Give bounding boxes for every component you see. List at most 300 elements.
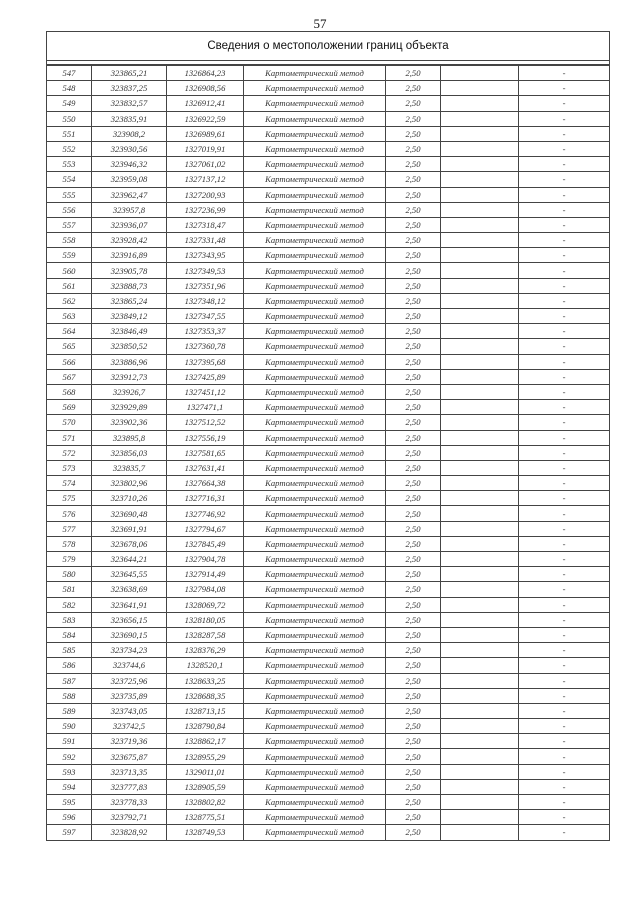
y-coordinate-cell: 1327395,68 [167, 354, 244, 369]
description-cell [441, 369, 519, 384]
precision-cell: 2,50 [386, 157, 441, 172]
note-cell: - [519, 415, 610, 430]
method-cell: Картометрический метод [244, 141, 386, 156]
precision-cell: 2,50 [386, 202, 441, 217]
x-coordinate-cell: 323865,21 [92, 66, 167, 81]
x-coordinate-cell: 323713,35 [92, 764, 167, 779]
x-coordinate-cell: 323743,05 [92, 703, 167, 718]
y-coordinate-cell: 1326864,23 [167, 66, 244, 81]
y-coordinate-cell: 1326989,61 [167, 126, 244, 141]
table-row [47, 764, 609, 779]
note-cell: - [519, 157, 610, 172]
description-cell [441, 233, 519, 248]
precision-cell: 2,50 [386, 719, 441, 734]
note-cell: - [519, 263, 610, 278]
note-cell: - [519, 202, 610, 217]
description-cell [441, 66, 519, 81]
point-number-cell: 584 [47, 627, 92, 642]
point-number-cell: 558 [47, 233, 92, 248]
table-row [47, 157, 609, 172]
y-coordinate-cell: 1328069,72 [167, 597, 244, 612]
method-cell: Картометрический метод [244, 187, 386, 202]
boundary-table-sheet [46, 31, 610, 841]
point-number-cell: 580 [47, 567, 92, 582]
precision-cell: 2,50 [386, 491, 441, 506]
coordinates-table [47, 65, 609, 841]
x-coordinate-cell: 323835,7 [92, 460, 167, 475]
point-number-cell: 591 [47, 734, 92, 749]
x-coordinate-cell: 323835,91 [92, 111, 167, 126]
x-coordinate-cell: 323725,96 [92, 673, 167, 688]
table-row [47, 430, 609, 445]
note-cell: - [519, 460, 610, 475]
table-row [47, 552, 609, 567]
point-number-cell: 581 [47, 582, 92, 597]
x-coordinate-cell: 323905,78 [92, 263, 167, 278]
y-coordinate-cell: 1327984,08 [167, 582, 244, 597]
precision-cell: 2,50 [386, 658, 441, 673]
note-cell: - [519, 111, 610, 126]
method-cell: Картометрический метод [244, 688, 386, 703]
description-cell [441, 263, 519, 278]
note-cell: - [519, 536, 610, 551]
table-row [47, 309, 609, 324]
precision-cell: 2,50 [386, 111, 441, 126]
description-cell [441, 445, 519, 460]
table-row [47, 172, 609, 187]
note-cell: - [519, 627, 610, 642]
table-row [47, 445, 609, 460]
coordinates-table-body [47, 66, 609, 841]
table-row [47, 491, 609, 506]
note-cell: - [519, 764, 610, 779]
x-coordinate-cell: 323895,8 [92, 430, 167, 445]
y-coordinate-cell: 1328802,82 [167, 795, 244, 810]
note-cell: - [519, 612, 610, 627]
table-row [47, 202, 609, 217]
y-coordinate-cell: 1327845,49 [167, 536, 244, 551]
method-cell: Картометрический метод [244, 369, 386, 384]
method-cell: Картометрический метод [244, 582, 386, 597]
point-number-cell: 583 [47, 612, 92, 627]
table-row [47, 734, 609, 749]
point-number-cell: 590 [47, 719, 92, 734]
point-number-cell: 585 [47, 643, 92, 658]
x-coordinate-cell: 323710,26 [92, 491, 167, 506]
point-number-cell: 593 [47, 764, 92, 779]
precision-cell: 2,50 [386, 309, 441, 324]
description-cell [441, 612, 519, 627]
y-coordinate-cell: 1327556,19 [167, 430, 244, 445]
precision-cell: 2,50 [386, 278, 441, 293]
point-number-cell: 576 [47, 506, 92, 521]
table-row [47, 217, 609, 232]
method-cell: Картометрический метод [244, 612, 386, 627]
table-row [47, 354, 609, 369]
table-row [47, 96, 609, 111]
table-row [47, 582, 609, 597]
precision-cell: 2,50 [386, 293, 441, 308]
x-coordinate-cell: 323742,5 [92, 719, 167, 734]
precision-cell: 2,50 [386, 400, 441, 415]
point-number-cell: 582 [47, 597, 92, 612]
method-cell: Картометрический метод [244, 521, 386, 536]
table-row [47, 825, 609, 840]
precision-cell: 2,50 [386, 476, 441, 491]
note-cell: - [519, 658, 610, 673]
table-row [47, 567, 609, 582]
point-number-cell: 574 [47, 476, 92, 491]
method-cell: Картометрический метод [244, 825, 386, 840]
x-coordinate-cell: 323959,08 [92, 172, 167, 187]
precision-cell: 2,50 [386, 384, 441, 399]
table-row [47, 324, 609, 339]
note-cell: - [519, 506, 610, 521]
description-cell [441, 96, 519, 111]
description-cell [441, 643, 519, 658]
precision-cell: 2,50 [386, 749, 441, 764]
description-cell [441, 764, 519, 779]
description-cell [441, 552, 519, 567]
y-coordinate-cell: 1328862,17 [167, 734, 244, 749]
point-number-cell: 555 [47, 187, 92, 202]
table-row [47, 749, 609, 764]
note-cell: - [519, 476, 610, 491]
description-cell [441, 278, 519, 293]
x-coordinate-cell: 323936,07 [92, 217, 167, 232]
method-cell: Картометрический метод [244, 66, 386, 81]
x-coordinate-cell: 323735,89 [92, 688, 167, 703]
note-cell: - [519, 400, 610, 415]
point-number-cell: 568 [47, 384, 92, 399]
y-coordinate-cell: 1327360,78 [167, 339, 244, 354]
y-coordinate-cell: 1327746,92 [167, 506, 244, 521]
note-cell: - [519, 688, 610, 703]
method-cell: Картометрический метод [244, 339, 386, 354]
note-cell: - [519, 369, 610, 384]
precision-cell: 2,50 [386, 263, 441, 278]
method-cell: Картометрический метод [244, 643, 386, 658]
note-cell: - [519, 126, 610, 141]
point-number-cell: 557 [47, 217, 92, 232]
precision-cell: 2,50 [386, 567, 441, 582]
description-cell [441, 476, 519, 491]
y-coordinate-cell: 1327200,93 [167, 187, 244, 202]
x-coordinate-cell: 323675,87 [92, 749, 167, 764]
note-cell: - [519, 354, 610, 369]
point-number-cell: 552 [47, 141, 92, 156]
precision-cell: 2,50 [386, 673, 441, 688]
method-cell: Картометрический метод [244, 202, 386, 217]
method-cell: Картометрический метод [244, 764, 386, 779]
x-coordinate-cell: 323777,83 [92, 779, 167, 794]
method-cell: Картометрический метод [244, 233, 386, 248]
method-cell: Картометрический метод [244, 627, 386, 642]
note-cell: - [519, 643, 610, 658]
method-cell: Картометрический метод [244, 703, 386, 718]
point-number-cell: 560 [47, 263, 92, 278]
x-coordinate-cell: 323734,23 [92, 643, 167, 658]
method-cell: Картометрический метод [244, 658, 386, 673]
point-number-cell: 553 [47, 157, 92, 172]
description-cell [441, 703, 519, 718]
x-coordinate-cell: 323930,56 [92, 141, 167, 156]
precision-cell: 2,50 [386, 354, 441, 369]
table-row [47, 384, 609, 399]
method-cell: Картометрический метод [244, 445, 386, 460]
y-coordinate-cell: 1327631,41 [167, 460, 244, 475]
y-coordinate-cell: 1327512,52 [167, 415, 244, 430]
y-coordinate-cell: 1327451,12 [167, 384, 244, 399]
y-coordinate-cell: 1327904,78 [167, 552, 244, 567]
x-coordinate-cell: 323656,15 [92, 612, 167, 627]
page-number: 57 [313, 16, 327, 31]
method-cell: Картометрический метод [244, 81, 386, 96]
method-cell: Картометрический метод [244, 779, 386, 794]
precision-cell: 2,50 [386, 445, 441, 460]
y-coordinate-cell: 1328287,58 [167, 627, 244, 642]
table-row [47, 248, 609, 263]
precision-cell: 2,50 [386, 81, 441, 96]
x-coordinate-cell: 323865,24 [92, 293, 167, 308]
precision-cell: 2,50 [386, 187, 441, 202]
note-cell: - [519, 779, 610, 794]
y-coordinate-cell: 1328749,53 [167, 825, 244, 840]
precision-cell: 2,50 [386, 552, 441, 567]
method-cell: Картометрический метод [244, 384, 386, 399]
note-cell: - [519, 825, 610, 840]
point-number-cell: 572 [47, 445, 92, 460]
method-cell: Картометрический метод [244, 476, 386, 491]
y-coordinate-cell: 1328790,84 [167, 719, 244, 734]
method-cell: Картометрический метод [244, 248, 386, 263]
point-number-cell: 578 [47, 536, 92, 551]
table-row [47, 658, 609, 673]
note-cell: - [519, 324, 610, 339]
precision-cell: 2,50 [386, 415, 441, 430]
y-coordinate-cell: 1327425,89 [167, 369, 244, 384]
description-cell [441, 460, 519, 475]
table-row [47, 263, 609, 278]
y-coordinate-cell: 1327236,99 [167, 202, 244, 217]
table-title: Сведения о местоположении границ объекта [47, 32, 609, 61]
note-cell: - [519, 217, 610, 232]
note-cell: - [519, 278, 610, 293]
precision-cell: 2,50 [386, 248, 441, 263]
table-row [47, 415, 609, 430]
x-coordinate-cell: 323792,71 [92, 810, 167, 825]
y-coordinate-cell: 1328633,25 [167, 673, 244, 688]
point-number-cell: 579 [47, 552, 92, 567]
precision-cell: 2,50 [386, 612, 441, 627]
x-coordinate-cell: 323846,49 [92, 324, 167, 339]
point-number-cell: 571 [47, 430, 92, 445]
description-cell [441, 187, 519, 202]
precision-cell: 2,50 [386, 779, 441, 794]
description-cell [441, 111, 519, 126]
note-cell: - [519, 673, 610, 688]
precision-cell: 2,50 [386, 795, 441, 810]
note-cell: - [519, 734, 610, 749]
table-row [47, 703, 609, 718]
note-cell: - [519, 582, 610, 597]
note-cell: - [519, 81, 610, 96]
precision-cell: 2,50 [386, 460, 441, 475]
method-cell: Картометрический метод [244, 309, 386, 324]
table-row [47, 278, 609, 293]
x-coordinate-cell: 323962,47 [92, 187, 167, 202]
note-cell: - [519, 749, 610, 764]
point-number-cell: 566 [47, 354, 92, 369]
precision-cell: 2,50 [386, 141, 441, 156]
x-coordinate-cell: 323691,91 [92, 521, 167, 536]
y-coordinate-cell: 1327331,48 [167, 233, 244, 248]
x-coordinate-cell: 323850,52 [92, 339, 167, 354]
method-cell: Картометрический метод [244, 217, 386, 232]
precision-cell: 2,50 [386, 126, 441, 141]
y-coordinate-cell: 1326922,59 [167, 111, 244, 126]
description-cell [441, 719, 519, 734]
point-number-cell: 567 [47, 369, 92, 384]
precision-cell: 2,50 [386, 66, 441, 81]
method-cell: Картометрический метод [244, 278, 386, 293]
description-cell [441, 597, 519, 612]
point-number-cell: 588 [47, 688, 92, 703]
x-coordinate-cell: 323908,2 [92, 126, 167, 141]
table-row [47, 673, 609, 688]
note-cell: - [519, 339, 610, 354]
method-cell: Картометрический метод [244, 126, 386, 141]
x-coordinate-cell: 323946,32 [92, 157, 167, 172]
note-cell: - [519, 141, 610, 156]
x-coordinate-cell: 323778,33 [92, 795, 167, 810]
note-cell: - [519, 445, 610, 460]
x-coordinate-cell: 323644,21 [92, 552, 167, 567]
precision-cell: 2,50 [386, 627, 441, 642]
method-cell: Картометрический метод [244, 157, 386, 172]
y-coordinate-cell: 1327347,55 [167, 309, 244, 324]
precision-cell: 2,50 [386, 734, 441, 749]
method-cell: Картометрический метод [244, 263, 386, 278]
y-coordinate-cell: 1327349,53 [167, 263, 244, 278]
precision-cell: 2,50 [386, 536, 441, 551]
note-cell: - [519, 810, 610, 825]
method-cell: Картометрический метод [244, 400, 386, 415]
y-coordinate-cell: 1327137,12 [167, 172, 244, 187]
note-cell: - [519, 187, 610, 202]
precision-cell: 2,50 [386, 233, 441, 248]
point-number-cell: 589 [47, 703, 92, 718]
precision-cell: 2,50 [386, 172, 441, 187]
precision-cell: 2,50 [386, 430, 441, 445]
point-number-cell: 563 [47, 309, 92, 324]
point-number-cell: 587 [47, 673, 92, 688]
point-number-cell: 556 [47, 202, 92, 217]
method-cell: Картометрический метод [244, 719, 386, 734]
description-cell [441, 354, 519, 369]
x-coordinate-cell: 323832,57 [92, 96, 167, 111]
x-coordinate-cell: 323719,36 [92, 734, 167, 749]
table-row [47, 597, 609, 612]
note-cell: - [519, 233, 610, 248]
table-row [47, 369, 609, 384]
x-coordinate-cell: 323802,96 [92, 476, 167, 491]
precision-cell: 2,50 [386, 643, 441, 658]
note-cell: - [519, 552, 610, 567]
method-cell: Картометрический метод [244, 430, 386, 445]
y-coordinate-cell: 1326912,41 [167, 96, 244, 111]
x-coordinate-cell: 323690,48 [92, 506, 167, 521]
point-number-cell: 565 [47, 339, 92, 354]
y-coordinate-cell: 1328905,59 [167, 779, 244, 794]
table-row [47, 536, 609, 551]
description-cell [441, 582, 519, 597]
x-coordinate-cell: 323902,36 [92, 415, 167, 430]
description-cell [441, 734, 519, 749]
table-row [47, 187, 609, 202]
note-cell: - [519, 567, 610, 582]
x-coordinate-cell: 323856,03 [92, 445, 167, 460]
precision-cell: 2,50 [386, 324, 441, 339]
y-coordinate-cell: 1328775,51 [167, 810, 244, 825]
method-cell: Картометрический метод [244, 324, 386, 339]
precision-cell: 2,50 [386, 825, 441, 840]
y-coordinate-cell: 1327019,91 [167, 141, 244, 156]
x-coordinate-cell: 323926,7 [92, 384, 167, 399]
note-cell: - [519, 293, 610, 308]
method-cell: Картометрический метод [244, 111, 386, 126]
precision-cell: 2,50 [386, 96, 441, 111]
point-number-cell: 559 [47, 248, 92, 263]
point-number-cell: 592 [47, 749, 92, 764]
x-coordinate-cell: 323638,69 [92, 582, 167, 597]
x-coordinate-cell: 323912,73 [92, 369, 167, 384]
note-cell: - [519, 597, 610, 612]
method-cell: Картометрический метод [244, 552, 386, 567]
description-cell [441, 141, 519, 156]
note-cell: - [519, 795, 610, 810]
y-coordinate-cell: 1327794,67 [167, 521, 244, 536]
table-row [47, 141, 609, 156]
description-cell [441, 81, 519, 96]
description-cell [441, 521, 519, 536]
table-row [47, 643, 609, 658]
description-cell [441, 430, 519, 445]
precision-cell: 2,50 [386, 810, 441, 825]
point-number-cell: 594 [47, 779, 92, 794]
method-cell: Картометрический метод [244, 597, 386, 612]
x-coordinate-cell: 323690,15 [92, 627, 167, 642]
point-number-cell: 549 [47, 96, 92, 111]
x-coordinate-cell: 323828,92 [92, 825, 167, 840]
y-coordinate-cell: 1327318,47 [167, 217, 244, 232]
description-cell [441, 339, 519, 354]
point-number-cell: 554 [47, 172, 92, 187]
x-coordinate-cell: 323929,89 [92, 400, 167, 415]
table-row [47, 126, 609, 141]
table-row [47, 339, 609, 354]
description-cell [441, 506, 519, 521]
note-cell: - [519, 248, 610, 263]
table-row [47, 81, 609, 96]
description-cell [441, 384, 519, 399]
y-coordinate-cell: 1327581,65 [167, 445, 244, 460]
point-number-cell: 550 [47, 111, 92, 126]
point-number-cell: 570 [47, 415, 92, 430]
x-coordinate-cell: 323849,12 [92, 309, 167, 324]
y-coordinate-cell: 1327471,1 [167, 400, 244, 415]
description-cell [441, 825, 519, 840]
